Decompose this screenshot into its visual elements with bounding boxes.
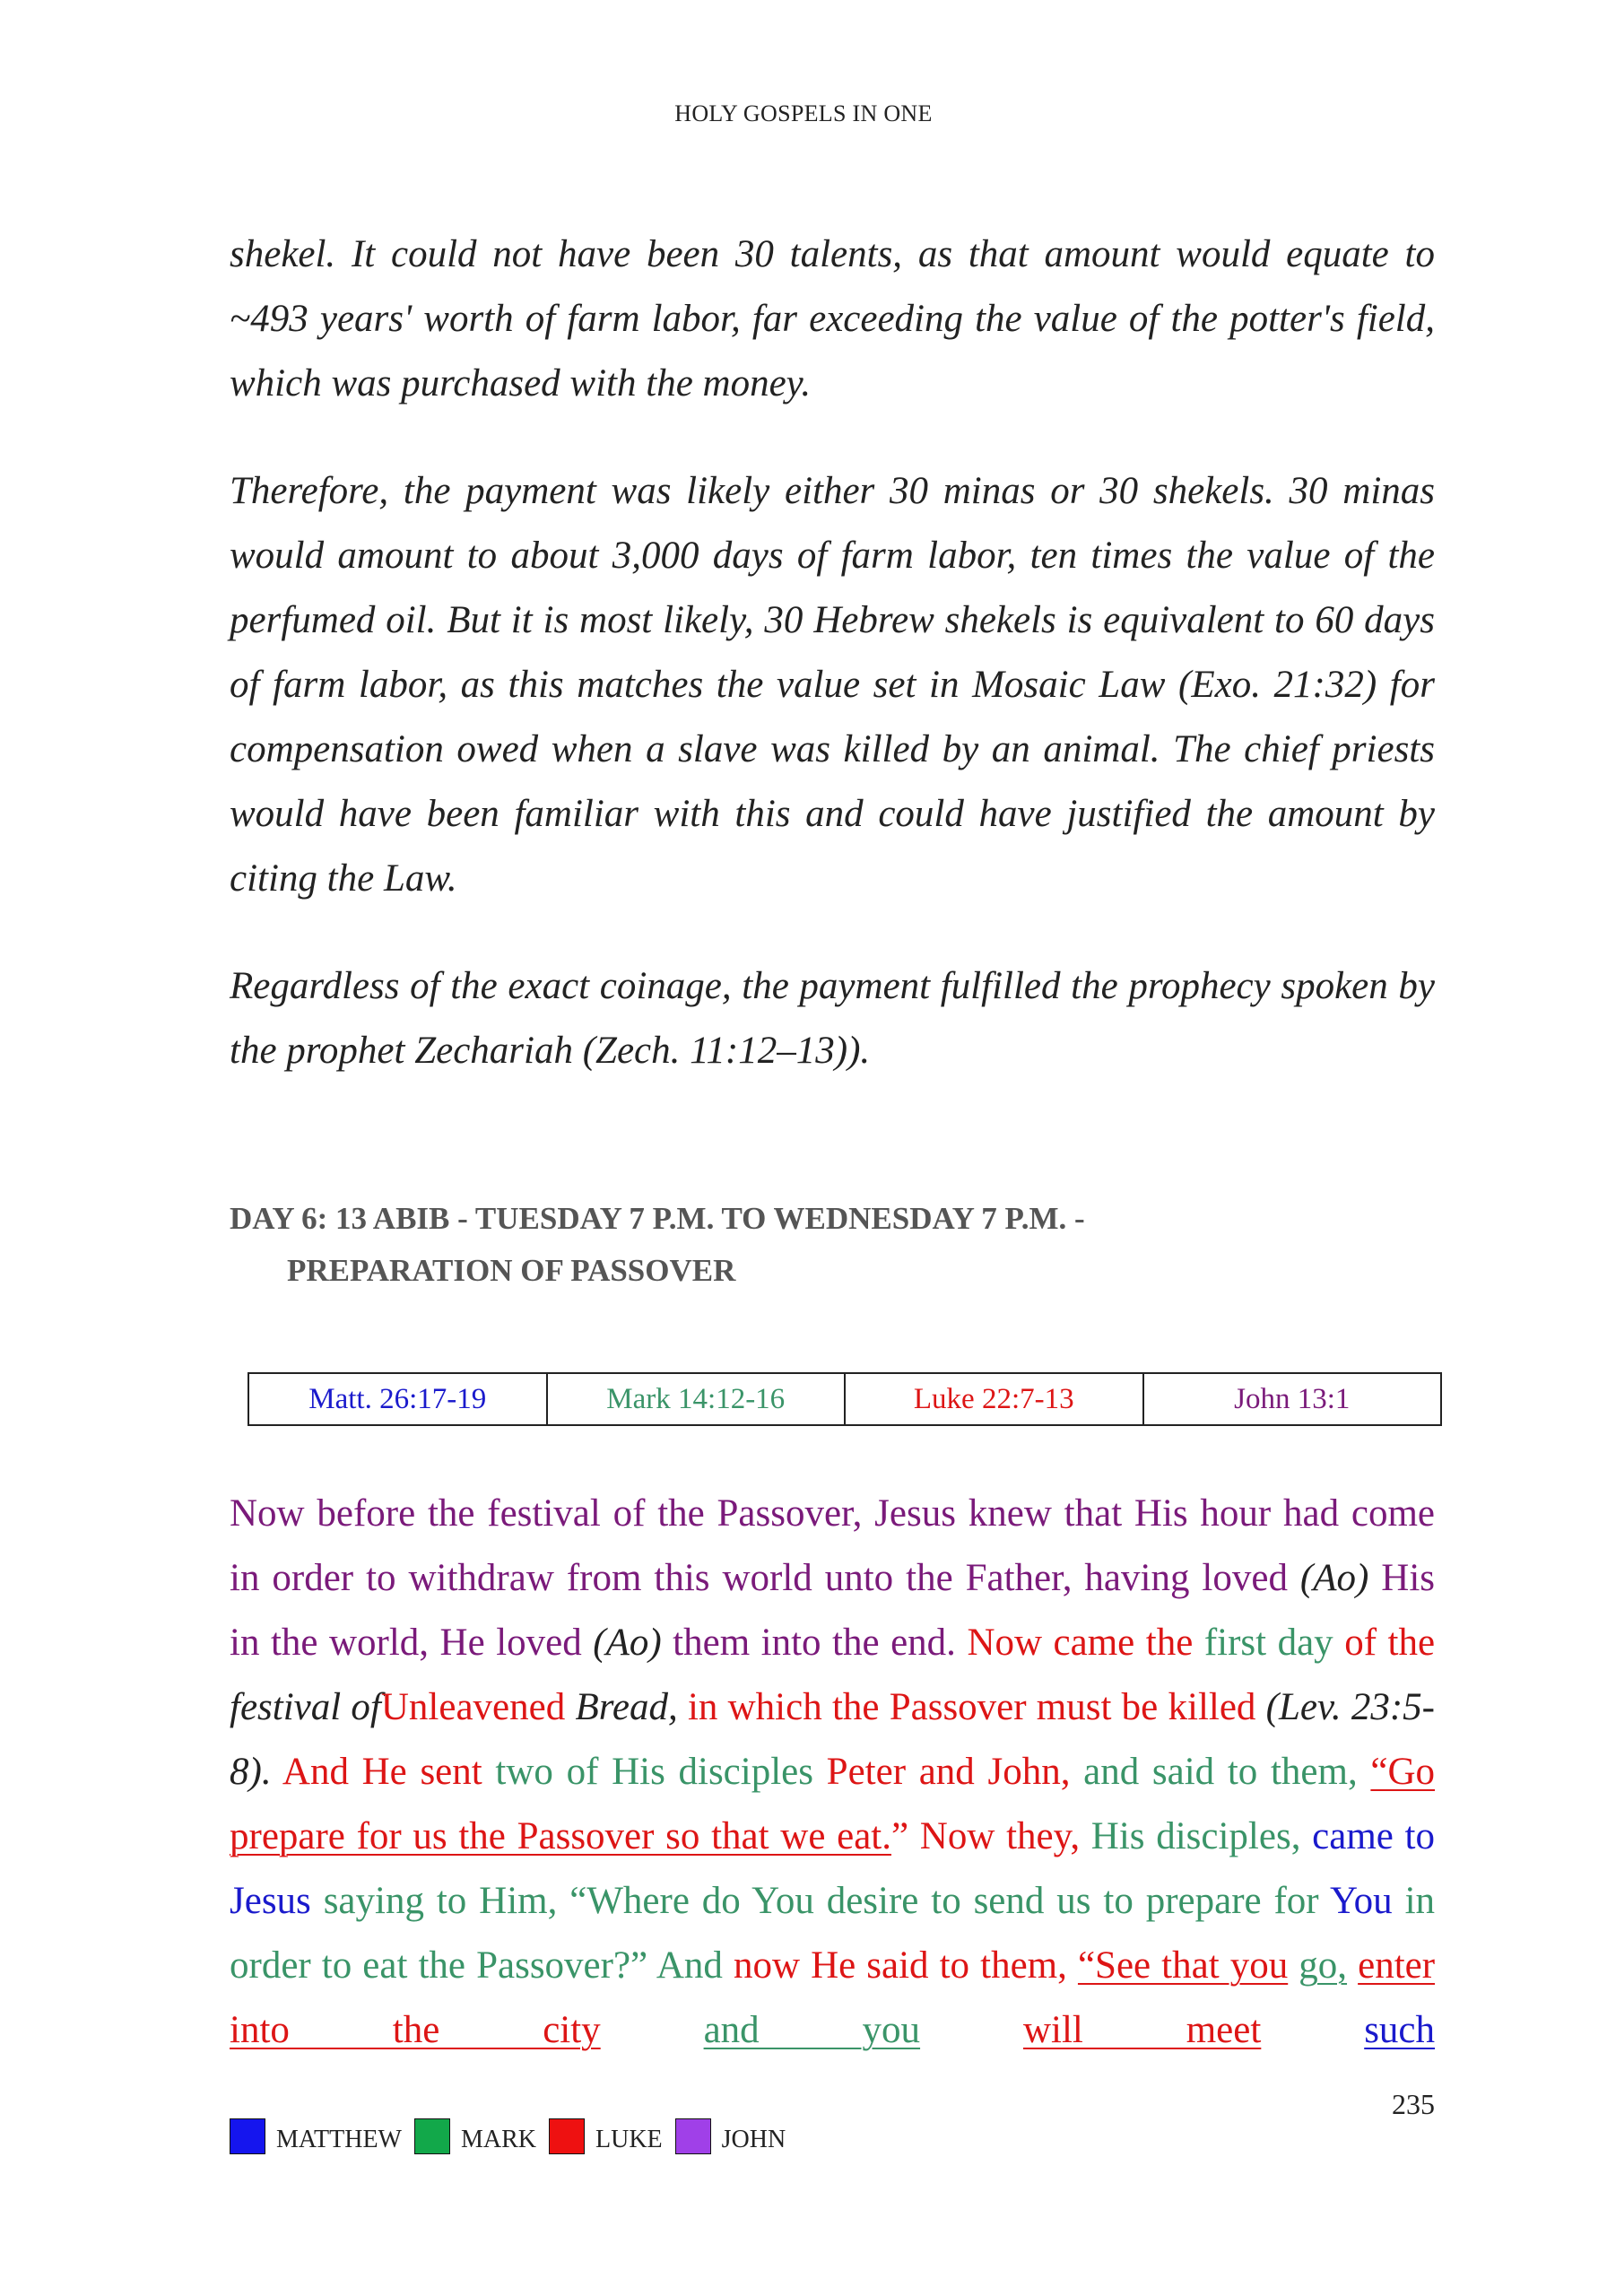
gospel-color-legend [230, 2118, 798, 2154]
legend-label: JOHN [721, 2126, 786, 2153]
mark-color-swatch [414, 2118, 450, 2154]
commentary-text: Regardless of the exact coinage, the payment fulfilled the prophecy spoken by the prophet Zechariah (Zech. 11:12–13)). [230, 965, 1435, 1072]
luke-text: they, [1006, 1815, 1081, 1857]
john-color-swatch [675, 2118, 711, 2154]
mark-quote: go, [1299, 1944, 1348, 1987]
matthew-text: came to Jesus [230, 1815, 1436, 1922]
mark-text: His disciples, [1090, 1815, 1301, 1857]
reference-row [248, 1373, 1441, 1425]
legend-item-john [675, 2118, 786, 2154]
luke-quote: will meet [1022, 2009, 1262, 2051]
mark-text: first day [1203, 1622, 1333, 1664]
greek-tense-note: (Ao) [593, 1622, 662, 1664]
greek-tense-note: (Ao) [1299, 1557, 1369, 1599]
legend-item-matthew [230, 2118, 402, 2154]
reference-luke: Luke 22:7-13 [845, 1373, 1143, 1425]
luke-quote: “Go prepare for us the Passover so that we eat. [230, 1751, 1436, 1857]
mark-text: and said to them, [1083, 1751, 1358, 1793]
matthew-quote: such [1364, 2009, 1436, 2051]
luke-text: And He sent [282, 1751, 482, 1793]
matthew-color-swatch [230, 2118, 265, 2154]
john-text: His in the world, He loved [230, 1557, 1435, 1664]
luke-text: Unleavened [380, 1686, 566, 1728]
mark-text: saying to Him, “Where do You desire to send us to prepare for [323, 1880, 1319, 1922]
luke-quote: enter into the city [230, 1944, 1436, 2051]
legend-label: MATTHEW [276, 2126, 402, 2153]
legend-label: LUKE [595, 2126, 663, 2153]
page-number: 235 [1392, 2088, 1435, 2120]
section-heading [230, 1193, 1435, 1297]
gospel-reference-table [248, 1372, 1442, 1426]
luke-text: Now came the [967, 1622, 1194, 1664]
reference-matthew: Matt. 26:17-19 [248, 1373, 547, 1425]
luke-text: ” Now [890, 1815, 995, 1857]
commentary-paragraph-3 [230, 954, 1435, 1083]
editorial-text: Bread, [575, 1686, 678, 1728]
john-text: them into the end. [673, 1622, 956, 1664]
section-heading-line-1: DAY 6: 13 ABIB - TUESDAY 7 P.M. TO WEDNESDAY 7 P.M. - [230, 1201, 1085, 1236]
john-text: Now before the festival of the Passover, Jesus knew that His hour had come in order to withdraw from this world unto the Father, having loved [230, 1492, 1435, 1599]
legend-item-mark [414, 2118, 536, 2154]
running-head: HOLY GOSPELS IN ONE [674, 100, 933, 126]
mark-text: in order to eat the Passover?” And [230, 1880, 1436, 1987]
legend-item-luke [549, 2118, 663, 2154]
section-heading-line-2: PREPARATION OF PASSOVER [287, 1253, 736, 1288]
luke-text: in which the Passover must be killed [687, 1686, 1256, 1728]
luke-text: of the [1344, 1622, 1436, 1664]
luke-text: Peter and John, [826, 1751, 1071, 1793]
matthew-text: You [1329, 1880, 1393, 1922]
commentary-text: Therefore, the payment was likely either 30 minas or 30 shekels. 30 minas would amount to about 3,000 days of farm labor, ten times the value of the perfumed oil. But it is most likely, 30 Hebrew shekels is equivalent to 60 days of farm labor, as this matches the value set in Mosaic Law (Exo. 21:32) for compensation owed when a slave was killed by an animal. The chief priests would have been familiar with this and could have justified the amount by citing the Law. [230, 470, 1435, 900]
reference-mark: Mark 14:12-16 [547, 1373, 846, 1425]
reference-john: John 13:1 [1143, 1373, 1442, 1425]
luke-text: now He said to them, [733, 1944, 1067, 1987]
luke-color-swatch [549, 2118, 585, 2154]
luke-quote: “See that you [1077, 1944, 1289, 1987]
scripture-citation: (Lev. 23:5-8). [230, 1686, 1435, 1793]
legend-label: MARK [460, 2126, 536, 2153]
commentary-paragraph-2 [230, 459, 1435, 911]
commentary-paragraph-1 [230, 222, 1435, 416]
editorial-text: festival of [230, 1686, 381, 1728]
gospel-harmony-text [230, 1482, 1435, 2063]
commentary-text: shekel. It could not have been 30 talents, as that amount would equate to ~493 years' worth of farm labor, far exceeding the value of the potter's field, which was purchased with the money. [230, 233, 1435, 404]
mark-quote: and you [703, 2009, 921, 2051]
mark-text: two of His disciples [495, 1751, 813, 1793]
